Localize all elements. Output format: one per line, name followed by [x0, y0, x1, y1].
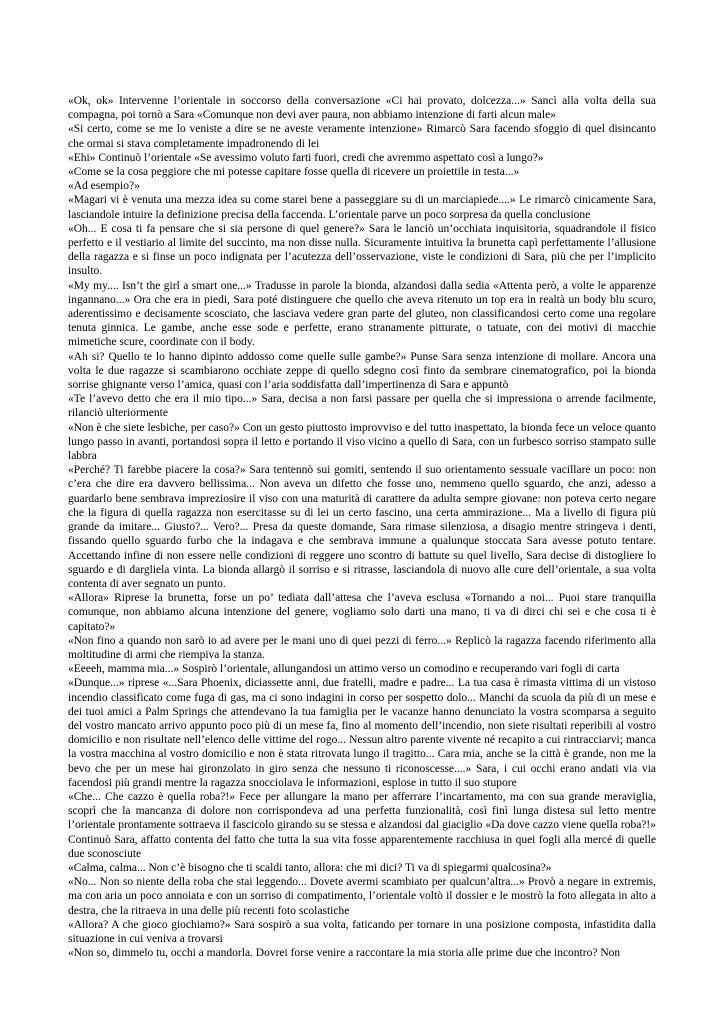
paragraph: «My my.... Isn’t the girl a smart one...» Tradusse in parole la bionda, alzandosi dalla sedia «Attenta però, a volte le apparenze ingannano...» Ora che era in piedi, Sara poté distinguere che quello che aveva ritenuto un top era in realtà un body blu scuro, aderentissimo e decisamente scosciato, che lasciava vedere gran parte del gluteo, non classificandosi certo come una regolare tenuta ginnica. Le gambe, anche esse sode e perfette, erano stranamente pitturate, o tatuate, con dei motivi di macchie mimetiche scure, coordinate con il body. — [68, 279, 656, 349]
paragraph: «Magari vi è venuta una mezza idea su come starei bene a passeggiare su di un marciapiede....» Le rimarcò cinicamente Sara, lasciandole intuire la definizione precisa della faccenda. L’orientale parve un poco sorpresa da quella conclusione — [68, 194, 656, 221]
paragraph: «Ah si? Quello te lo hanno dipinto addosso come quelle sulle gambe?» Punse Sara senza intenzione di mollare. Ancora una volta le due ragazze si scambiarono occhiate zeppe di quello sdegno così finto da sembrare cinematografico, poi la bionda sorrise ghignante verso l’amica, quasi con l’aria soddisfatta dall’impertinenza di Sara e appuntò — [68, 350, 656, 392]
paragraph: «Ok, ok» Intervenne l’orientale in soccorso della conversazione «Ci hai provato, dolcezza...» Sancì alla volta della sua compagna, poi tornò a Sara «Comunque non devi aver paura, non abbiamo intenzione di farti alcun male» — [68, 95, 656, 122]
paragraph: «Perché? Ti farebbe piacere la cosa?» Sara tentennò sui gomiti, sentendo il suo orientamento sessuale vacillare un poco: non c’era che dire era davvero bellissima... Non aveva un difetto che fosse uno, nemmeno quello sguardo, che anzi, adesso a guardarlo bene sembrava impreziosire il viso con una maturità di carattere da adulta sempre giovane: non poteva certo negare che la figura di quella ragazza non esercitasse su di lei un certo fascino, una certa ammirazione... Ma a livello di figura più grande da imitare... Giusto?... Vero?... Presa da queste domande, Sara rimase silenziosa, a disagio mentre stringeva i denti, fissando quello sguardo furbo che la indagava e che sembrava immune a qualunque stoccata Sara avesse potuto tentare. Accettando infine di non essere nelle condizioni di reggere uno scontro di battute su quel livello, Sara decise di distogliere lo sguardo e di dargliela vinta. La bionda allargò il sorriso e si ritrasse, lasciandola di nuovo alle cure dell’orientale, a sua volta contenta di aver segnato un punto. — [68, 464, 656, 590]
paragraph: «Dunque...» riprese «...Sara Phoenix, diciassette anni, due fratelli, madre e padre... La tua casa è rimasta vittima di un vistoso incendio classificato come fuga di gas, ma ci sono indagini in corso per sospetto dolo... Manchi da scuola da più di un mese e dei tuoi amici a Palm Springs che attendevano la tua famiglia per le vacanze hanno denunciato la vostra scomparsa a seguito del vostro mancato arrivo appunto poco più di un mese fa, fino al momento dell’incendio, non siete risultati reperibili al vostro domicilio e non risultate nell’elenco delle vittime del rogo... Nessun altro parente vivente né recapito a cui rintracciarvi; manca la vostra macchina al vostro domicilio e non è stata ritrovata lungo il tragitto... Cara mia, anche se la città è grande, non me la bevo che per un mese hai gironzolato in giro senza che nessuno ti riconoscesse....» Sara, i cui occhi erano andati via via facendosi più grandi mentre la ragazza snocciolava le informazioni, esplose in tutto il suo stupore — [68, 677, 656, 789]
paragraph: «Calma, calma... Non c’è bisogno che ti scaldi tanto, allora: che mi dici? Ti va di spiegarmi qualcosina?» — [68, 861, 552, 874]
paragraph: «Ehi» Continuò l’orientale «Se avessimo voluto farti fuori, credi che avremmo aspettato così a lungo?» — [68, 151, 544, 164]
paragraph: «Non so, dimmelo tu, occhi a mandorla. Dovrei forse venire a raccontare la mia storia alle prime due che incontro? Non — [68, 947, 621, 960]
paragraph: «Si certo, come se me lo veniste a dire se ne aveste veramente intenzione» Rimarcò Sara facendo sfoggio di quel disincanto che ormai si stava completamente impadronendo di lei — [68, 123, 656, 150]
paragraph: «Non è che siete lesbiche, per caso?» Con un gesto piuttosto improvviso e del tutto inaspettato, la bionda fece un veloce quanto lungo passo in avanti, portandosi sopra il letto e portando il viso vicino a quello di Sara, con un furbesco sorriso stampato sulle labbra — [68, 421, 656, 463]
paragraph: «Allora? A che gioco giochiamo?» Sara sospirò a sua volta, faticando per tornare in una posizione composta, infastidita dalla situazione in cui veniva a trovarsi — [68, 918, 656, 945]
paragraph: «Te l’avevo detto che era il mio tipo...» Sara, decisa a non farsi passare per quella che si impressiona o arrende facilmente, rilanciò ulteriormente — [68, 393, 656, 420]
paragraph: «Allora» Riprese la brunetta, forse un po’ tediata dall’attesa che l’aveva esclusa «Tornando a noi... Puoi stare tranquilla comunque, non abbiamo alcuna intenzione del genere, vogliamo solo darti una mano, ti va di dirci chi sei e che cosa ti è capitato?» — [68, 592, 656, 633]
paragraph: «Come se la cosa peggiore che mi potesse capitare fosse quella di ricevere un proiettile in testa...» — [68, 166, 520, 179]
paragraph: «Che... Che cazzo è quella roba?!» Fece per allungare la mano per afferrare l’incartamento, ma con sua grande meraviglia, scoprì che la mancanza di dolore non corrispondeva ad una perfetta funzionalità, così finì lunga distesa sul letto mentre l’orientale prontamente sottraeva il fascicolo girando su se stessa e alzandosi dal giaciglio «Da dove cazzo viene quella roba?!» Continuò Sara, affatto contenta del fatto che tutta la sua vita fosse apparentemente racchiusa in quei fogli alla mercé di quelle due sconosciute — [68, 790, 656, 860]
paragraph: «Oh... E cosa ti fa pensare che si sia persone di quel genere?» Sara le lanciò un’occhiata inquisitoria, squadrandole il fisico perfetto e il vestiario al limite del succinto, ma non disse nulla. Sicuramente intuitiva la brunetta capì perfettamente l’allusione della ragazza e si finse un poco indignata per l’acutezza dell’osservazione, viste le condizioni di Sara, più che per l’implicito insulto. — [68, 222, 656, 278]
document-page — [68, 94, 656, 960]
paragraph: «Ad esempio?» — [68, 180, 140, 193]
paragraph: «Non fino a quando non sarò io ad avere per le mani uno di quei pezzi di ferro...» Replicò la ragazza facendo riferimento alla moltitudine di armi che riempiva la stanza. — [68, 634, 656, 661]
paragraph: «No... Non so niente della roba che stai leggendo... Dovete avermi scambiato per qualcun’altra...» Provò a negare in extremis, ma con aria un poco annoiata e con un sorriso di compatimento, l’orientale voltò il dossier e le mostrò la foto allegata in alto a destra, che la ritraeva in una delle più recenti foto scolastiche — [68, 876, 656, 917]
paragraph: «Eeeeh, mamma mia...» Sospirò l’orientale, allungandosi un attimo verso un comodino e recuperando vari fogli di carta — [68, 663, 620, 676]
